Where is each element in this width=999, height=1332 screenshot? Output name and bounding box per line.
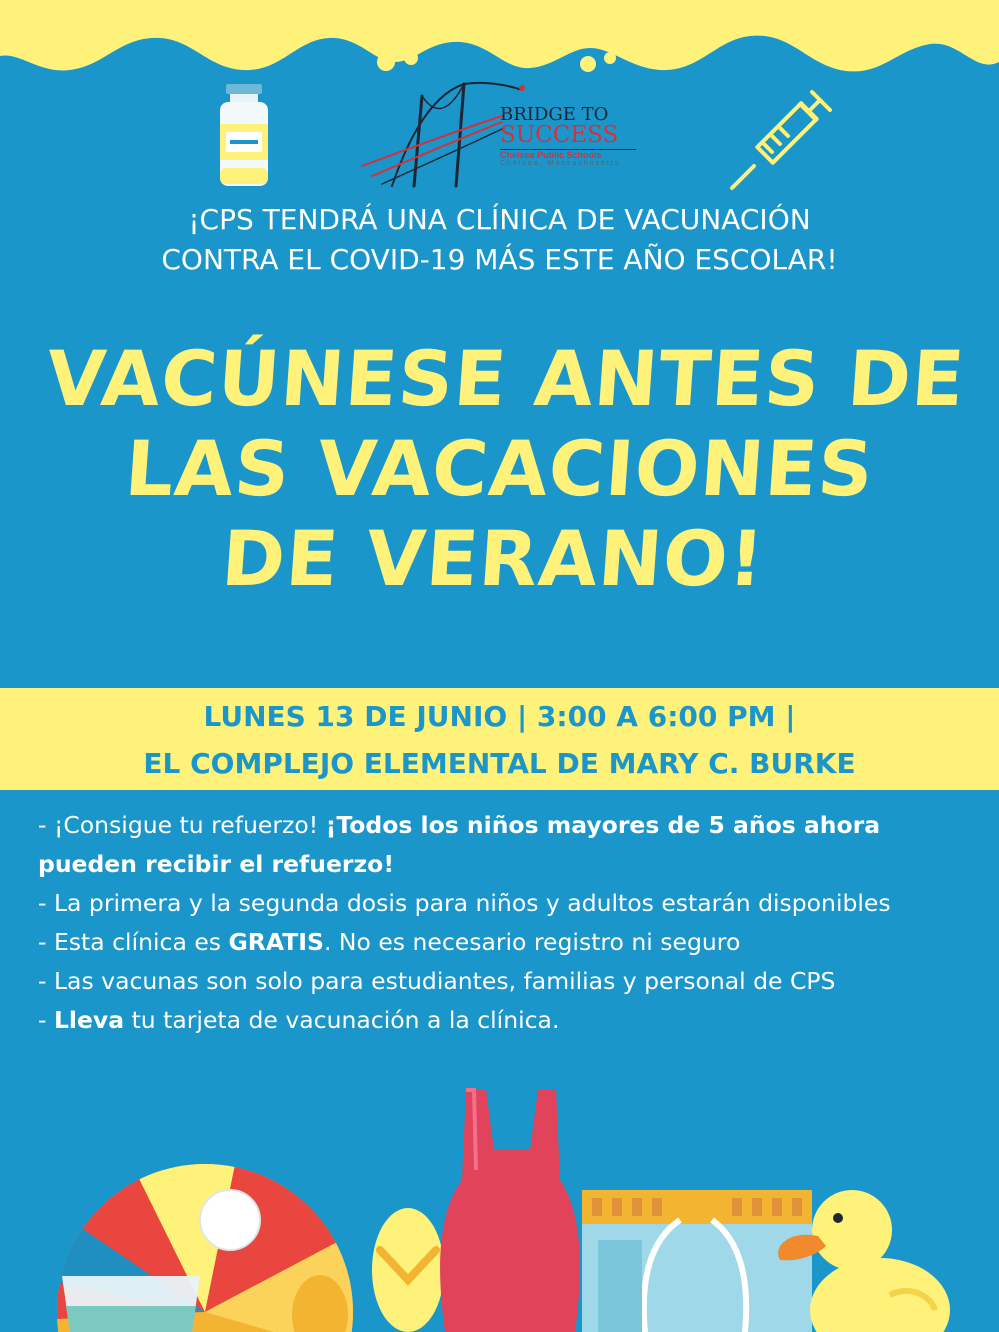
intro-text: [0, 200, 999, 280]
vaccine-vial-icon: [218, 84, 270, 188]
logo-line-bridge: BRIDGE TO: [500, 104, 609, 125]
headline-line-2: LAS VACACIONES: [122, 424, 877, 513]
list-item: - Lleva tu tarjeta de vacunación a la clínica.: [38, 1006, 560, 1034]
list-item: - Las vacunas son solo para estudiantes, familias y personal de CPS: [38, 967, 836, 995]
intro-line-1: ¡CPS TENDRÁ UNA CLÍNICA DE VACUNACIÓN: [188, 203, 811, 236]
headline: [0, 334, 999, 604]
info-list: [38, 806, 978, 1040]
swim-trunks-icon: [582, 1190, 812, 1332]
list-item: - Esta clínica es GRATIS. No es necesario registro ni seguro: [38, 928, 741, 956]
headline-line-3: DE VERANO!: [218, 514, 768, 603]
event-date-time: LUNES 13 DE JUNIO | 3:00 A 6:00 PM |: [203, 700, 796, 733]
list-item: - ¡Consigue tu refuerzo! ¡Todos los niños mayores de 5 años ahora pueden recibir el refuerzo!: [38, 811, 881, 878]
logo-line-success: SUCCESS: [500, 122, 619, 148]
intro-line-2: CONTRA EL COVID-19 MÁS ESTE AÑO ESCOLAR!: [161, 243, 838, 276]
list-item: - La primera y la segunda dosis para niños y adultos estarán disponibles: [38, 889, 891, 917]
swimsuit-icon: [440, 1090, 580, 1332]
logo-line-city: Chelsea, Massachusetts: [500, 160, 621, 167]
logo-text: [500, 104, 650, 167]
flip-flop-icon: [372, 1208, 444, 1332]
headline-line-1: VACÚNESE ANTES DE: [43, 334, 968, 423]
summer-illustration: [0, 1080, 999, 1332]
syringe-icon: [728, 86, 836, 192]
event-location: EL COMPLEJO ELEMENTAL DE MARY C. BURKE: [143, 747, 856, 780]
logo-line-school: Chelsea Public Schools: [500, 150, 602, 160]
